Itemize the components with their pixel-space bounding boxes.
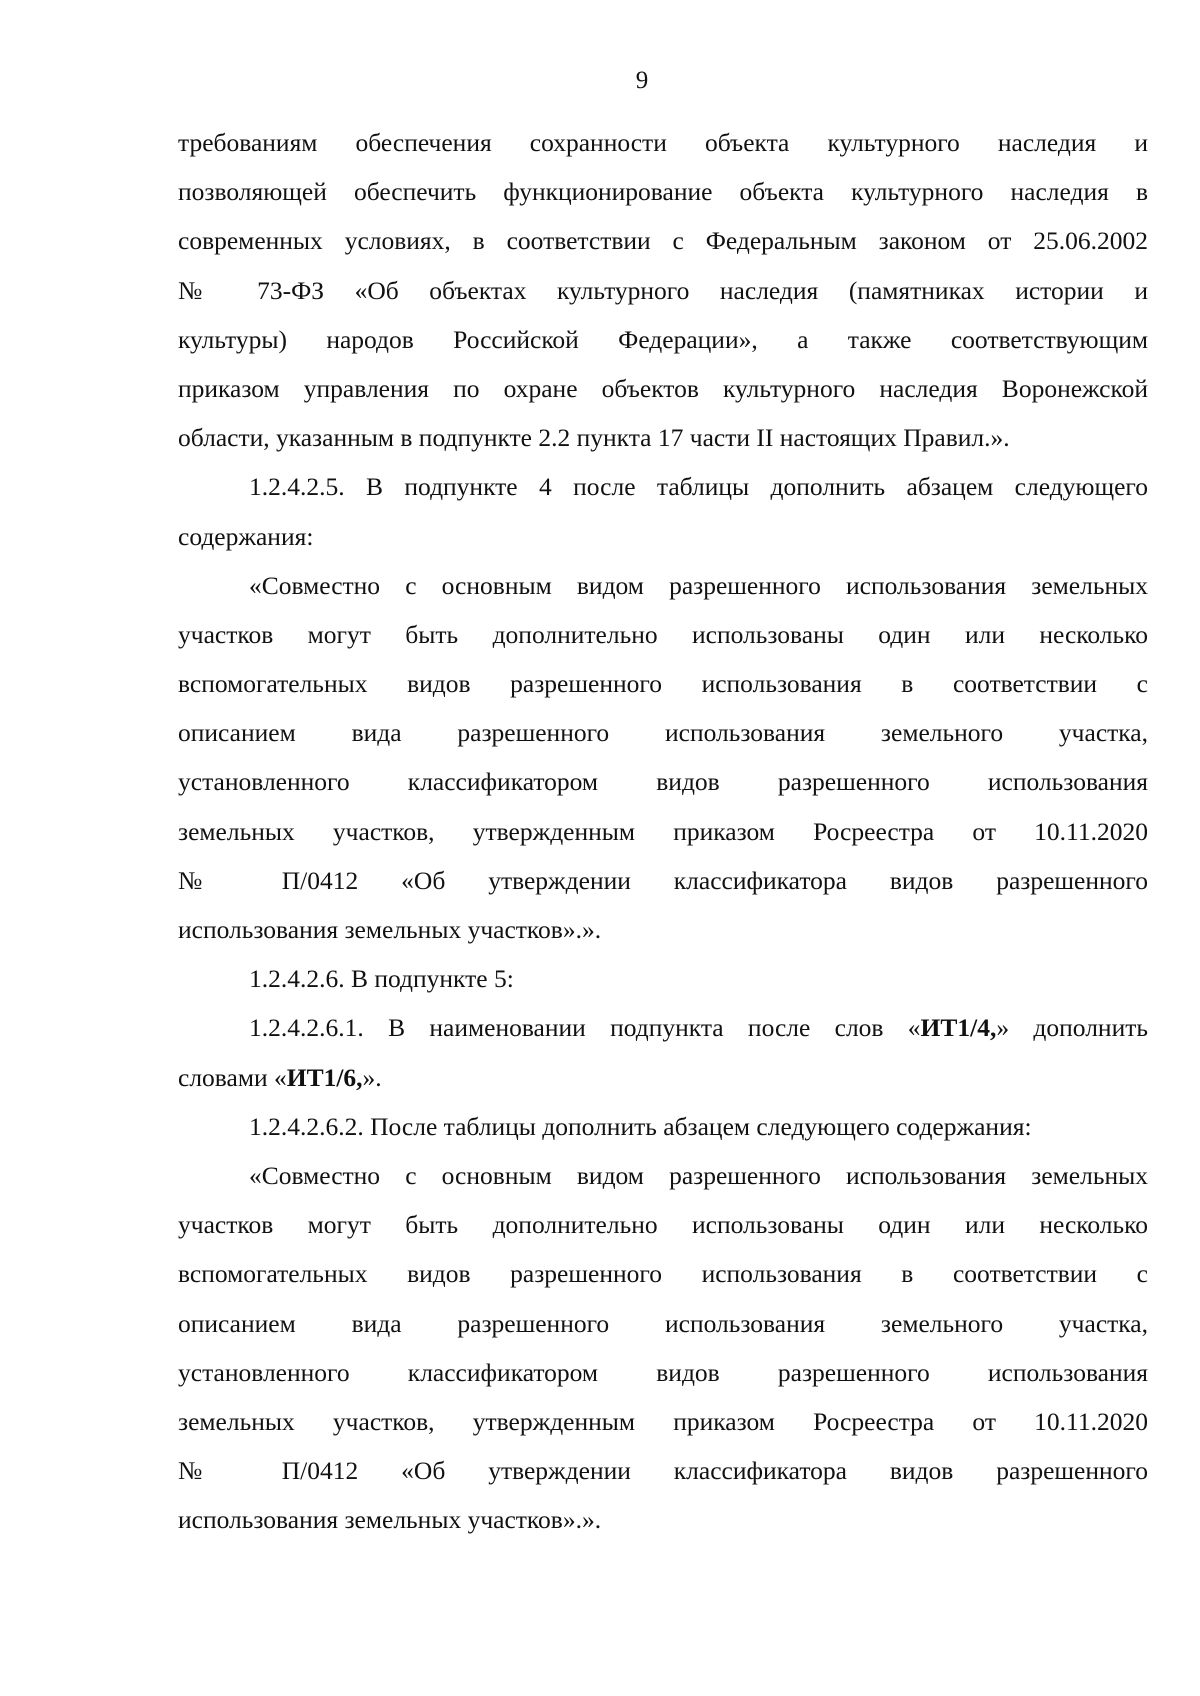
text-line: установленного классификатором видов разрешенного использования <box>178 1357 1148 1387</box>
text-line: описанием вида разрешенного использования земельного участка, <box>178 718 1148 748</box>
text-line: культуры) народов Российской Федерации», а также соответствующим <box>178 324 1148 354</box>
paragraph-quote-1 <box>178 561 1148 955</box>
text-line: № П/0412 «Об утверждении классификатора видов разрешенного <box>178 1456 1148 1486</box>
paragraph-quote-2 <box>178 1151 1148 1545</box>
text-line: «Совместно с основным видом разрешенного использования земельных <box>249 570 1148 600</box>
text-line: приказом управления по охране объектов культурного наследия Воронежской <box>178 373 1148 403</box>
text-line: участков могут быть дополнительно использованы один или несколько <box>178 1210 1148 1240</box>
text-run: ». <box>362 1062 382 1092</box>
page-number: 9 <box>635 67 649 94</box>
zone-code-bold: ИТ1/4, <box>920 1013 997 1043</box>
text-line: № П/0412 «Об утверждении классификатора видов разрешенного <box>178 865 1148 895</box>
text-line: содержания: <box>178 521 314 551</box>
text-line <box>178 1003 1148 1052</box>
text-line: 1.2.4.2.6. В подпункте 5: <box>249 964 514 994</box>
paragraph-continuation <box>178 118 1148 462</box>
paragraph-1-2-4-2-6 <box>178 954 1148 1003</box>
text-line <box>178 1053 1148 1102</box>
text-line: участков могут быть дополнительно использованы один или несколько <box>178 619 1148 649</box>
text-line: области, указанным в подпункте 2.2 пункта 17 части II настоящих Правил.». <box>178 423 1010 453</box>
text-line: № 73-ФЗ «Об объектах культурного наследия (памятниках истории и <box>178 275 1148 305</box>
text-line: земельных участков, утвержденным приказом Росреестра от 10.11.2020 <box>178 816 1148 846</box>
text-line: использования земельных участков».». <box>178 1505 602 1535</box>
text-run: словами « <box>178 1062 287 1092</box>
text-line: позволяющей обеспечить функционирование объекта культурного наследия в <box>178 177 1148 207</box>
text-line: вспомогательных видов разрешенного использования в соответствии с <box>178 669 1148 699</box>
text-line: вспомогательных видов разрешенного использования в соответствии с <box>178 1259 1148 1289</box>
paragraph-1-2-4-2-5 <box>178 462 1148 560</box>
zone-code-bold: ИТ1/6, <box>286 1062 363 1092</box>
document-body <box>178 118 1148 1544</box>
text-line: 1.2.4.2.6.2. После таблицы дополнить абзацем следующего содержания: <box>249 1111 1032 1141</box>
text-line: «Совместно с основным видом разрешенного использования земельных <box>249 1160 1148 1190</box>
text-line: современных условиях, в соответствии с Федеральным законом от 25.06.2002 <box>178 226 1148 256</box>
text-line: земельных участков, утвержденным приказом Росреестра от 10.11.2020 <box>178 1406 1148 1436</box>
text-line: требованиям обеспечения сохранности объекта культурного наследия и <box>178 128 1148 157</box>
paragraph-1-2-4-2-6-2 <box>178 1102 1148 1151</box>
text-line: 1.2.4.2.5. В подпункте 4 после таблицы дополнить абзацем следующего <box>249 472 1148 502</box>
text-run: » дополнить <box>996 1013 1148 1043</box>
text-line: установленного классификатором видов разрешенного использования <box>178 767 1148 797</box>
text-line: описанием вида разрешенного использования земельного участка, <box>178 1308 1148 1338</box>
text-run: 1.2.4.2.6.1. В наименовании подпункта после слов « <box>249 1013 921 1043</box>
text-line: использования земельных участков».». <box>178 915 602 944</box>
paragraph-1-2-4-2-6-1 <box>178 1003 1148 1101</box>
